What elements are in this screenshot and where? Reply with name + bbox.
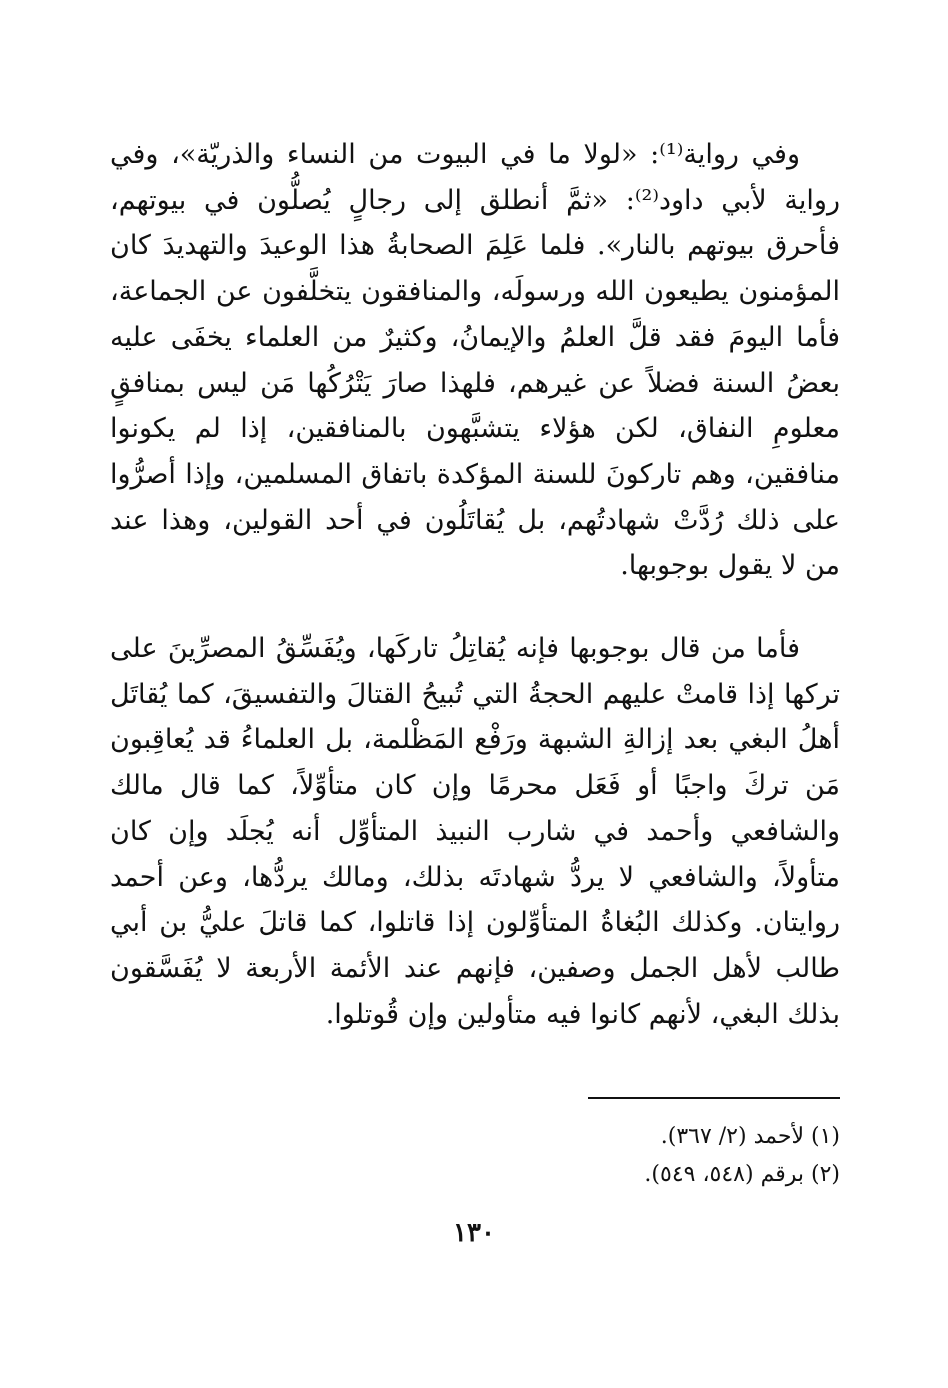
footnote-divider — [588, 1097, 840, 1099]
text-line: طالب لأهل الجمل وصفين، فإنهم عند الأئمة الأربعة لا يُفَسَّقون — [110, 952, 840, 984]
text-line: على ذلك رُدَّتْ شهادتُهم، بل يُقاتَلُون في أحد القولين، وهذا عند — [110, 504, 840, 536]
text-line: والشافعي وأحمد في شارب النبيذ المتأوِّل أنه يُجلَد وإن كان — [110, 815, 840, 847]
text-line: معلومِ النفاق، لكن هؤلاء يتشبَّهون بالمنافقين، إذا لم يكونوا — [110, 413, 840, 445]
text-line: فأما من قال بوجوبها فإنه يُقاتِلُ تاركَها، ويُفَسِّقُ المصرِّينَ على — [110, 633, 800, 664]
text-line: أهلُ البغي بعد إزالةِ الشبهة ورَفْع المَظْلمة، بل العلماءُ قد يُعاقِبون — [110, 724, 840, 756]
text-line: بذلك البغي، لأنهم كانوا فيه متأولين وإن قُوتلوا. — [325, 998, 840, 1030]
text-line: روايتان. وكذلك البُغاةُ المتأوِّلون إذا قاتلوا، كما قاتلَ عليُّ بن أبي — [110, 907, 840, 939]
text-line: منافقين، وهم تاركونَ للسنة المؤكدة باتفاق المسلمين، وإذا أصرُّوا — [110, 458, 840, 490]
text-line: فأحرق بيوتهم بالنار». فلما عَلِمَ الصحابةُ هذا الوعيدَ والتهديدَ كان — [110, 230, 840, 262]
text-line: وفي رواية⁽¹⁾: «لولا ما في البيوت من النساء والذريّة»، وفي — [110, 139, 800, 170]
text-line: المؤمنون يطيعون الله ورسولَه، والمنافقون يتخلَّفون عن الجماعة، — [110, 276, 840, 308]
text-line: تركها إذا قامتْ عليهم الحجةُ التي تُبيحُ القتالَ والتفسيقَ، كما يُقاتَل — [110, 678, 840, 710]
text-line: من لا يقول بوجوبها. — [620, 550, 840, 582]
text-line: رواية لأبي داود⁽²⁾: «ثمَّ أنطلق إلى رجالٍ يُصلُّون في بيوتهم، — [110, 184, 840, 216]
text-line: مَن تركَ واجبًا أو فَعَل محرمًا وإن كان متأوِّلاً، كما قال مالك — [110, 770, 840, 802]
footnote-1: (١) لأحمد (٢/ ٣٦٧). — [660, 1124, 840, 1149]
footnote-2: (٢) برقم (٥٤٨، ٥٤٩). — [644, 1162, 840, 1187]
footnotes — [480, 1118, 840, 1194]
paragraph-1 — [110, 132, 840, 589]
paragraph-2 — [110, 626, 840, 1037]
text-line: متأولاً، والشافعي لا يردُّ شهادتَه بذلك، ومالك يردُّها، وعن أحمد — [110, 861, 840, 893]
page-number: ١٣٠ — [453, 1218, 495, 1248]
text-line: بعضُ السنة فضلاً عن غيرهم، فلهذا صارَ يَتْرُكُها مَن ليس بمنافقٍ — [110, 367, 840, 399]
text-line: فأما اليومَ فقد قلَّ العلمُ والإيمانُ، وكثيرٌ من العلماء يخفَى عليه — [110, 321, 840, 353]
